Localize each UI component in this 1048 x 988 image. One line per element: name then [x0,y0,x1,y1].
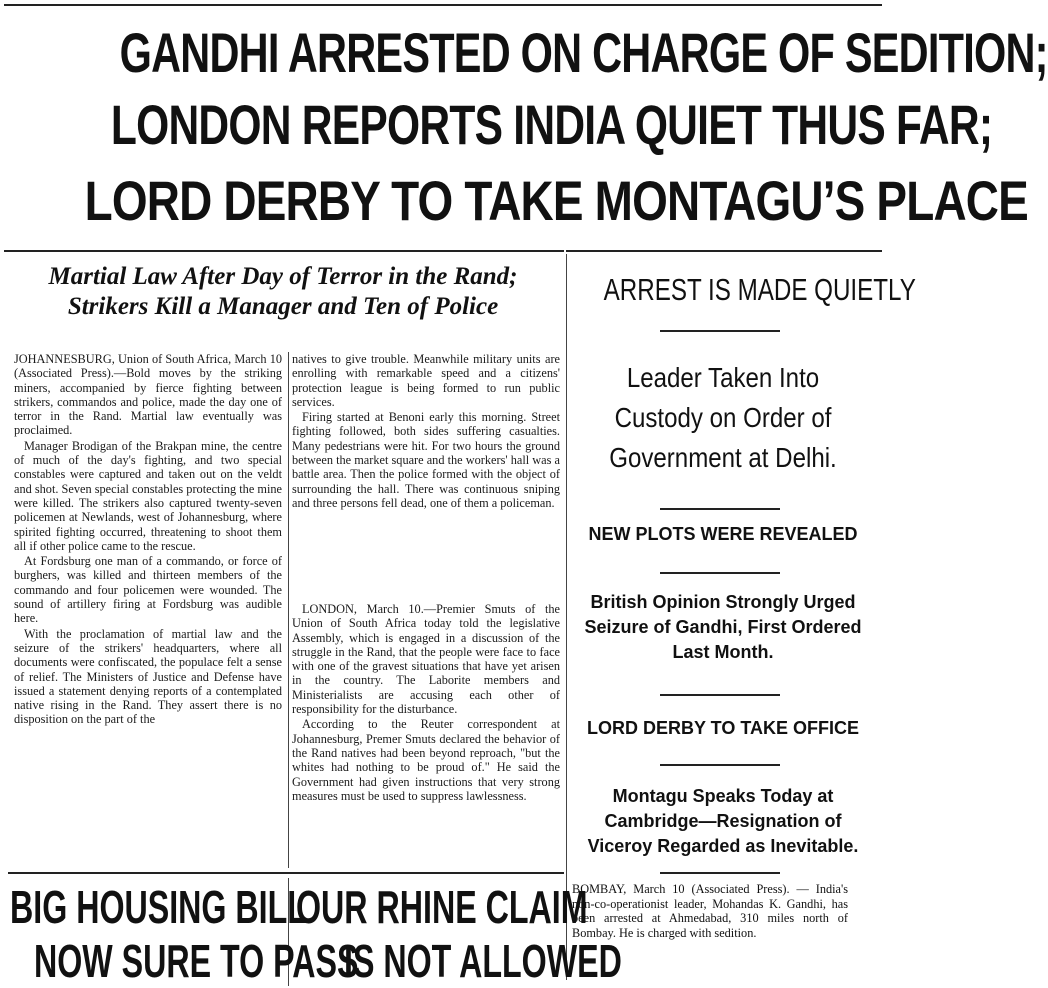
banner-headline-line2: LONDON REPORTS INDIA QUIET THUS FAR; [110,93,993,156]
right-head-british-opinion: British Opinion Strongly Urged Seizure of Gandhi, First Ordered Last Month. [584,592,862,662]
banner-rule-left [4,250,564,252]
paragraph: natives to give trouble. Meanwhile military units are enrolling with remarkable speed and a citizens' protection league is being formed to run public services. [292,352,560,409]
rhine-claim-headline-line1: OUR RHINE CLAIM [296,881,588,933]
right-head-lord-derby: LORD DERBY TO TAKE OFFICE [586,718,859,738]
right-head-arrest: ARREST IS MADE QUIETLY [603,272,916,307]
short-rule [660,508,780,510]
bombay-dispatch [572,882,848,940]
short-rule [660,872,780,874]
right-head-montagu: Montagu Speaks Today at Cambridge—Resignation of Viceroy Regarded as Inevitable. [587,786,859,856]
london-dispatch [292,602,560,803]
short-rule [660,694,780,696]
paragraph: At Fordsburg one man of a commando, or force of burghers, was killed and thirteen members of the commando and four policemen were wounded. The sound of artillery firing at Fordsburg was audible here. [14,554,282,626]
left-story-column-2 [292,352,560,510]
right-head-new-plots: NEW PLOTS WERE REVEALED [588,524,858,544]
paragraph: JOHANNESBURG, Union of South Africa, March 10 (Associated Press).—Bold moves by the striking miners, accompanied by fierce fighting between strikers, commandos and police, made the day one of terror in the Rand. Martial law eventually was proclaimed. [14,352,282,438]
paragraph: LONDON, March 10.—Premier Smuts of the Union of South Africa today told the legislative Assembly, which is engaged in a discussion of the struggle in the Rand, that the people were face to face with one of the gravest situations that have yet arisen in the country. The Laborite members and Ministerialists are accusing each other of responsibility for the disturbance. [292,602,560,717]
banner-headline-line1: GANDHI ARRESTED ON CHARGE OF SEDITION; [119,21,1048,84]
short-rule [660,572,780,574]
bottom-section-rule [8,872,564,874]
column-divider-middle [288,352,289,868]
short-rule [660,330,780,332]
paragraph: Firing started at Benoni early this morning. Street fighting followed, both sides suffering casualties. Many pedestrians were hit. For two hours the ground between the market square and the workers' hall was a battle area. Then the police formed with the object of surrounding the hall. There was continuous sniping and three persons fell dead, one of them a policeman. [292,410,560,510]
rhine-claim-headline-line2: IS NOT ALLOWED [344,935,622,987]
banner-headline-line3: LORD DERBY TO TAKE MONTAGU’S PLACE [84,169,1028,232]
short-rule [660,764,780,766]
left-deck-line1: Martial Law After Day of Terror in the Rand; [48,263,518,290]
paragraph: With the proclamation of martial law and the seizure of the strikers' headquarters, where all documents were confiscated, the populace felt a sense of relief. The Ministers of Justice and Defense have issued a statement denying reports of a contemplated native rising in the Rand. They assert there is no disposition on the part of the [14,626,282,727]
housing-bill-headline-line1: BIG HOUSING BILL [10,881,307,933]
left-deck-line2: Strikers Kill a Manager and Ten of Police [67,293,499,320]
left-story-deck [8,262,558,322]
left-story-column-1 [14,352,282,727]
paragraph: According to the Reuter correspondent at Johannesburg, Premer Smuts declared the behavior of the Rand natives had been beyond reproach, "but the whites had nothing to be proud of." He said the Government had given instructions that very strong measures must be used to suppress lawlessness. [292,717,560,803]
housing-bill-headline-line2: NOW SURE TO PASS [34,935,359,987]
column-divider-right [566,254,567,980]
banner-rule-right [566,250,882,252]
top-rule [4,4,882,6]
right-head-leader: Leader Taken Into Custody on Order of Government at Delhi. [609,362,837,473]
paragraph: BOMBAY, March 10 (Associated Press). — India's non-co-operationist leader, Mohandas K. Gandhi, has been arrested at Ahmedabad, 310 miles north of Bombay. He is charged with sedition. [572,882,848,940]
paragraph: Manager Brodigan of the Brakpan mine, the centre of much of the day's fighting, and two special constables were captured and taken out on the veldt and shot. Seven special constables protecting the mine were killed. The strikers also captured twenty-seven policemen at Newlands, west of Johannesburg, where spirited fighting occurred, threatening to shoot them all if other police came to the rescue. [14,438,282,553]
